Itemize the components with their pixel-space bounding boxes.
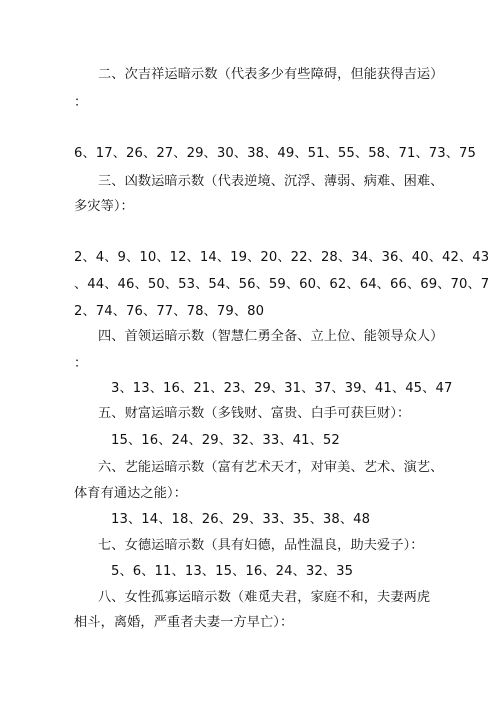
section-5-heading: 五、财富运暗示数（多钱财、富贵、白手可获巨财）： [98, 406, 411, 421]
section-2-heading-tail: ： [74, 95, 88, 110]
section-8-heading-tail: 相斗，离婚，严重者夫妻一方早亡）： [74, 615, 294, 630]
section-2-heading: 二、次吉祥运暗示数（代表多少有些障碍，但能获得吉运） [98, 67, 444, 82]
section-4-heading: 四、首领运暗示数（智慧仁勇全备、立上位、能领导众人） [98, 329, 444, 344]
section-6-heading-tail: 体育有通达之能）： [74, 486, 187, 501]
section-5-numbers: 15、16、24、29、32、33、41、52 [111, 433, 340, 448]
section-3-numbers-2: 、44、46、50、53、54、56、59、60、62、64、66、69、70、7 [74, 277, 490, 292]
section-3-heading: 三、凶数运暗示数（代表逆境、沉浮、薄弱、病难、困难、 [98, 174, 444, 189]
section-3-numbers-1: 2、4、9、10、12、14、19、20、22、28、34、36、40、42、43 [74, 250, 490, 265]
section-3-numbers-3: 2、74、76、77、78、79、80 [74, 304, 265, 319]
section-4-numbers: 3、13、16、21、23、29、31、37、39、41、45、47 [111, 381, 453, 396]
section-6-heading: 六、艺能运暗示数（富有艺术天才，对审美、艺术、演艺、 [98, 460, 444, 475]
section-2-numbers: 6、17、26、27、29、30、38、49、51、55、58、71、73、75 [74, 146, 476, 161]
section-8-heading: 八、女性孤寡运暗示数（难觅夫君，家庭不和，夫妻两虎 [98, 590, 431, 605]
section-7-heading: 七、女德运暗示数（具有妇德，品性温良，助夫爱子）： [98, 538, 424, 553]
section-6-numbers: 13、14、18、26、29、33、35、38、48 [111, 512, 371, 527]
section-4-heading-tail: ： [74, 356, 88, 371]
section-7-numbers: 5、6、11、13、15、16、24、32、35 [111, 564, 354, 579]
section-3-heading-tail: 多灾等）： [74, 199, 134, 214]
